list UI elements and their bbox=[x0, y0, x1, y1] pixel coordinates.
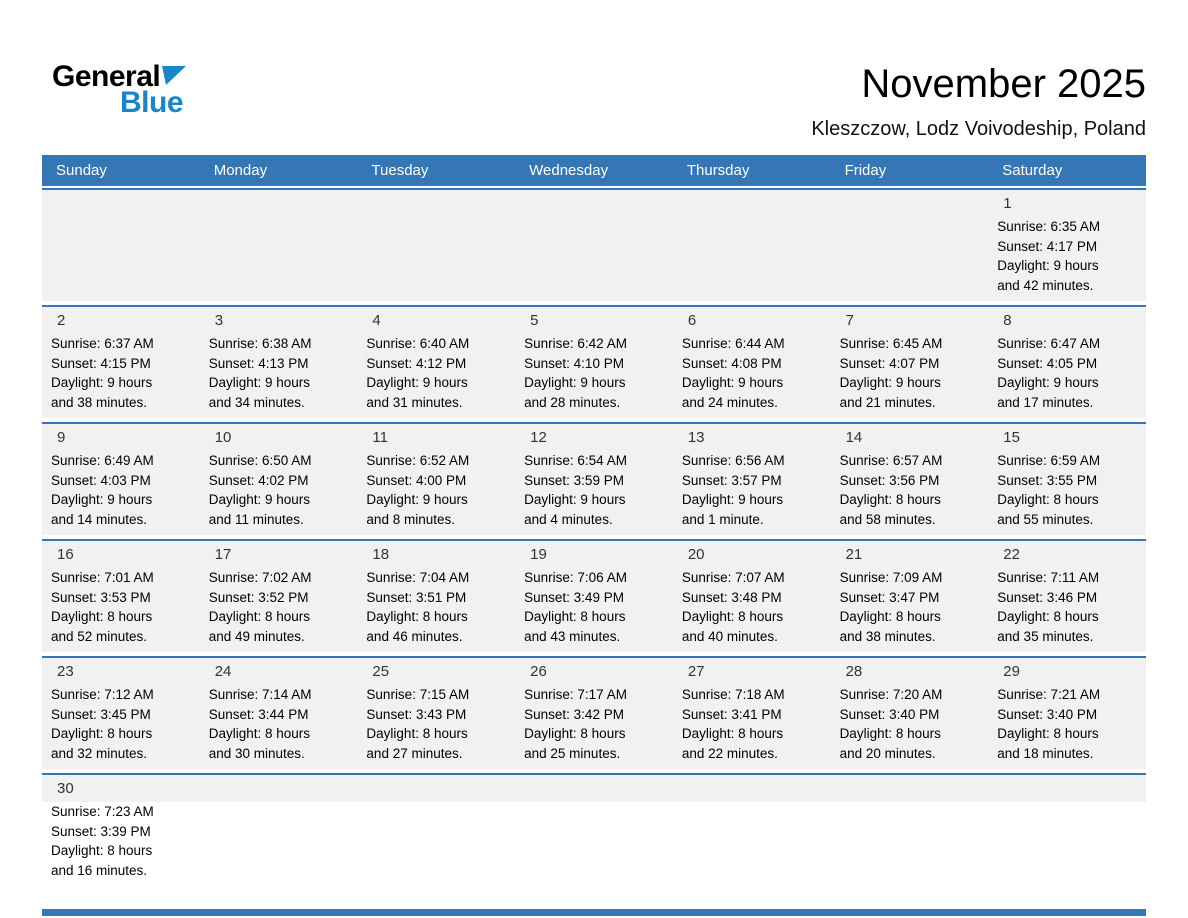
day-number: 19 bbox=[530, 546, 547, 563]
day-cell-26 bbox=[515, 658, 673, 769]
day-info-line: Sunset: 3:55 PM bbox=[997, 472, 1098, 488]
day-cell-10 bbox=[200, 424, 358, 535]
logo-general-text: General bbox=[52, 60, 161, 93]
day-info-line: Sunset: 3:39 PM bbox=[51, 823, 151, 839]
day-number: 24 bbox=[214, 663, 232, 680]
day-info-line: Sunrise: 7:23 AM bbox=[51, 804, 154, 819]
day-info-line: and 46 minutes. bbox=[366, 628, 463, 644]
week-row-6 bbox=[42, 773, 1146, 895]
day-cell-20 bbox=[673, 541, 831, 652]
day-info-line: and 4 minutes. bbox=[524, 511, 613, 527]
day-cell-13 bbox=[673, 424, 831, 535]
day-info-line: and 38 minutes. bbox=[839, 628, 936, 644]
day-info-line: Sunrise: 7:11 AM bbox=[997, 570, 1100, 585]
day-info-line: Daylight: 9 hours bbox=[681, 492, 784, 507]
day-number: 28 bbox=[845, 663, 863, 680]
day-info-line: Sunset: 3:45 PM bbox=[51, 706, 151, 722]
day-cell-19 bbox=[515, 541, 673, 652]
day-info-line: Daylight: 8 hours bbox=[366, 609, 468, 624]
day-cell-30 bbox=[42, 775, 200, 895]
day-info-line: Daylight: 8 hours bbox=[839, 726, 941, 741]
day-info-line: and 38 minutes. bbox=[51, 394, 148, 410]
day-cell-29 bbox=[988, 658, 1146, 769]
day-info-line: Daylight: 9 hours bbox=[524, 375, 626, 390]
day-info-line: and 40 minutes. bbox=[681, 628, 778, 644]
weekday-header-monday: Monday bbox=[213, 162, 268, 179]
day-info-line: Sunset: 4:17 PM bbox=[997, 238, 1098, 254]
day-cell-25 bbox=[357, 658, 515, 769]
day-info-line: Sunset: 4:00 PM bbox=[366, 472, 467, 488]
day-info-line: Sunset: 3:40 PM bbox=[839, 706, 940, 722]
day-cell-23 bbox=[42, 658, 200, 769]
day-info-line: Sunset: 4:12 PM bbox=[366, 355, 467, 371]
day-info-line: Daylight: 8 hours bbox=[681, 726, 784, 741]
day-info-line: Sunrise: 6:45 AM bbox=[839, 336, 943, 351]
page-title: November 2025 bbox=[861, 62, 1146, 106]
day-info-line: Sunrise: 6:49 AM bbox=[51, 453, 154, 468]
day-info-line: Sunrise: 7:04 AM bbox=[366, 570, 470, 585]
day-info-line: and 58 minutes. bbox=[839, 511, 936, 527]
day-info-line: Sunset: 4:02 PM bbox=[208, 472, 309, 488]
weekday-header-friday: Friday bbox=[844, 162, 887, 179]
empty-day-cell bbox=[831, 190, 989, 301]
empty-day-cell bbox=[42, 190, 200, 301]
day-info-line: Daylight: 8 hours bbox=[839, 609, 941, 624]
empty-day-cell bbox=[200, 775, 358, 895]
day-cell-24 bbox=[200, 658, 358, 769]
day-info-line: Sunset: 3:57 PM bbox=[681, 472, 782, 488]
day-info-line: and 27 minutes. bbox=[366, 745, 463, 761]
day-info-line: Sunset: 4:13 PM bbox=[208, 355, 309, 371]
day-info-line: Daylight: 9 hours bbox=[997, 375, 1099, 390]
day-info-line: Sunset: 3:40 PM bbox=[997, 706, 1098, 722]
day-number: 29 bbox=[1003, 663, 1020, 680]
day-info-line: Sunset: 4:10 PM bbox=[524, 355, 624, 371]
day-cell-14 bbox=[831, 424, 989, 535]
day-info-line: and 21 minutes. bbox=[839, 394, 936, 410]
day-info-line: and 22 minutes. bbox=[681, 745, 778, 761]
day-info-line: and 18 minutes. bbox=[997, 745, 1094, 761]
day-number: 22 bbox=[1003, 546, 1020, 563]
day-info-line: Daylight: 9 hours bbox=[524, 492, 626, 507]
day-cell-1 bbox=[988, 190, 1146, 301]
day-info-line: Daylight: 8 hours bbox=[997, 492, 1099, 507]
day-info-line: and 25 minutes. bbox=[524, 745, 621, 761]
day-number: 21 bbox=[845, 546, 863, 563]
day-info-line: and 42 minutes. bbox=[997, 277, 1094, 293]
day-cell-2 bbox=[42, 307, 200, 418]
day-info-line: Sunset: 3:47 PM bbox=[839, 589, 940, 605]
day-info-line: Sunrise: 7:17 AM bbox=[524, 687, 627, 702]
day-number: 11 bbox=[372, 429, 388, 446]
day-info-line: and 35 minutes. bbox=[997, 628, 1094, 644]
day-info-line: Sunrise: 6:47 AM bbox=[997, 336, 1101, 351]
day-info-line: Daylight: 9 hours bbox=[51, 492, 153, 507]
day-cell-6 bbox=[673, 307, 831, 418]
day-info-line: Sunset: 3:41 PM bbox=[681, 706, 782, 722]
day-info-line: Sunset: 3:43 PM bbox=[366, 706, 467, 722]
day-info-line: Daylight: 9 hours bbox=[208, 492, 311, 507]
day-info-line: Sunrise: 6:50 AM bbox=[208, 453, 312, 468]
day-number: 2 bbox=[57, 312, 66, 329]
day-info-line: Sunrise: 7:15 AM bbox=[366, 687, 470, 702]
day-info-line: Sunset: 4:15 PM bbox=[51, 355, 151, 371]
day-info-line: Daylight: 8 hours bbox=[366, 726, 468, 741]
weekday-header-row bbox=[42, 155, 1146, 186]
day-cell-28 bbox=[831, 658, 989, 769]
calendar-weeks bbox=[42, 188, 1146, 895]
weekday-header-thursday: Thursday bbox=[686, 162, 750, 179]
day-info-line: and 34 minutes. bbox=[208, 394, 305, 410]
day-number: 10 bbox=[214, 429, 232, 446]
day-cell-18 bbox=[357, 541, 515, 652]
day-info-line: Daylight: 9 hours bbox=[839, 375, 941, 390]
day-info-line: and 30 minutes. bbox=[208, 745, 305, 761]
day-info-line: Daylight: 8 hours bbox=[51, 843, 153, 858]
day-info-line: Daylight: 8 hours bbox=[681, 609, 784, 624]
page-header bbox=[0, 0, 1188, 155]
empty-day-cell bbox=[673, 190, 831, 301]
day-info-line: and 24 minutes. bbox=[681, 394, 778, 410]
day-info-line: Daylight: 8 hours bbox=[524, 609, 626, 624]
day-info-line: and 32 minutes. bbox=[51, 745, 148, 761]
day-info-line: Sunrise: 6:59 AM bbox=[997, 453, 1101, 468]
day-info-line: Sunset: 4:08 PM bbox=[681, 355, 782, 371]
day-number: 8 bbox=[1003, 312, 1012, 329]
day-info-line: Sunset: 3:59 PM bbox=[524, 472, 624, 488]
day-info-line: Sunset: 3:42 PM bbox=[524, 706, 624, 722]
day-number: 20 bbox=[687, 546, 705, 563]
day-info-line: Daylight: 8 hours bbox=[997, 726, 1099, 741]
day-info-line: Sunrise: 7:09 AM bbox=[839, 570, 943, 585]
day-info-line: Sunset: 3:56 PM bbox=[839, 472, 940, 488]
page-subtitle: Kleszczow, Lodz Voivodeship, Poland bbox=[811, 118, 1146, 140]
day-info-line: and 28 minutes. bbox=[524, 394, 621, 410]
day-number: 5 bbox=[530, 312, 539, 329]
day-number: 18 bbox=[372, 546, 390, 563]
day-info-line: Sunrise: 7:21 AM bbox=[997, 687, 1101, 702]
day-number: 4 bbox=[372, 312, 381, 329]
day-info-line: Daylight: 9 hours bbox=[208, 375, 311, 390]
day-info-line: Sunset: 4:05 PM bbox=[997, 355, 1098, 371]
day-cell-5 bbox=[515, 307, 673, 418]
day-info-line: Sunset: 3:49 PM bbox=[524, 589, 624, 605]
day-info-line: Sunrise: 6:40 AM bbox=[366, 336, 470, 351]
day-cell-4 bbox=[357, 307, 515, 418]
day-info-line: and 1 minute. bbox=[681, 511, 764, 527]
empty-day-cell bbox=[515, 190, 673, 301]
day-info-line: Sunrise: 7:02 AM bbox=[208, 570, 312, 585]
weekday-header-saturday: Saturday bbox=[1002, 162, 1063, 179]
title-block bbox=[811, 62, 1146, 141]
day-number: 9 bbox=[57, 429, 66, 446]
day-info-line: and 16 minutes. bbox=[51, 862, 148, 878]
day-info-line: Daylight: 8 hours bbox=[839, 492, 941, 507]
day-cell-12 bbox=[515, 424, 673, 535]
day-info-line: and 52 minutes. bbox=[51, 628, 148, 644]
empty-day-cell bbox=[357, 775, 515, 895]
day-info-line: Sunrise: 6:42 AM bbox=[524, 336, 627, 351]
day-info-line: Sunrise: 7:18 AM bbox=[681, 687, 785, 702]
day-info-line: Daylight: 8 hours bbox=[997, 609, 1099, 624]
day-number: 6 bbox=[687, 312, 697, 329]
day-info-line: Sunset: 4:07 PM bbox=[839, 355, 940, 371]
day-info-line: and 14 minutes. bbox=[51, 511, 148, 527]
day-info-line: and 49 minutes. bbox=[208, 628, 305, 644]
day-cell-15 bbox=[988, 424, 1146, 535]
day-info-line: Sunrise: 6:44 AM bbox=[681, 336, 785, 351]
day-number: 12 bbox=[530, 429, 547, 446]
day-info-line: Sunrise: 6:54 AM bbox=[524, 453, 627, 468]
day-info-line: Daylight: 8 hours bbox=[524, 726, 626, 741]
day-number: 13 bbox=[687, 429, 705, 446]
day-info-line: Sunrise: 7:20 AM bbox=[839, 687, 943, 702]
day-info-line: Daylight: 9 hours bbox=[366, 375, 468, 390]
day-number: 25 bbox=[372, 663, 390, 680]
empty-day-cell bbox=[515, 775, 673, 895]
empty-day-cell bbox=[357, 190, 515, 301]
week-row-4 bbox=[42, 539, 1146, 652]
day-info-line: Sunrise: 6:35 AM bbox=[997, 219, 1101, 234]
day-cell-8 bbox=[988, 307, 1146, 418]
empty-day-cell bbox=[988, 775, 1146, 895]
day-number: 15 bbox=[1003, 429, 1020, 446]
day-info-line: Sunset: 3:52 PM bbox=[208, 589, 309, 605]
day-number: 14 bbox=[845, 429, 863, 446]
day-info-line: Sunrise: 6:37 AM bbox=[51, 336, 154, 351]
calendar bbox=[0, 155, 1188, 895]
day-info-line: Sunset: 3:51 PM bbox=[366, 589, 467, 605]
day-number: 1 bbox=[1003, 195, 1012, 212]
day-cell-9 bbox=[42, 424, 200, 535]
day-cell-21 bbox=[831, 541, 989, 652]
week-row-3 bbox=[42, 422, 1146, 535]
day-info-line: and 55 minutes. bbox=[997, 511, 1094, 527]
day-info-line: Sunrise: 7:01 AM bbox=[51, 570, 154, 585]
empty-day-cell bbox=[673, 775, 831, 895]
day-number: 7 bbox=[845, 312, 854, 329]
day-info-line: Daylight: 9 hours bbox=[51, 375, 153, 390]
day-number: 16 bbox=[57, 546, 74, 563]
day-info-line: Sunrise: 7:14 AM bbox=[208, 687, 312, 702]
day-number: 30 bbox=[57, 780, 74, 797]
day-cell-17 bbox=[200, 541, 358, 652]
day-cell-7 bbox=[831, 307, 989, 418]
day-number: 3 bbox=[214, 312, 224, 329]
day-number: 17 bbox=[214, 546, 232, 563]
day-info-line: Sunrise: 6:38 AM bbox=[208, 336, 312, 351]
day-info-line: Sunset: 3:44 PM bbox=[208, 706, 309, 722]
day-info-line: Sunset: 3:46 PM bbox=[997, 589, 1098, 605]
day-info-line: Daylight: 8 hours bbox=[208, 609, 311, 624]
day-cell-16 bbox=[42, 541, 200, 652]
day-info-line: Daylight: 9 hours bbox=[681, 375, 784, 390]
day-info-line: Sunset: 3:48 PM bbox=[681, 589, 782, 605]
day-info-line: Sunset: 3:53 PM bbox=[51, 589, 151, 605]
day-cell-27 bbox=[673, 658, 831, 769]
day-info-line: and 31 minutes. bbox=[366, 394, 463, 410]
week-row-1 bbox=[42, 188, 1146, 301]
day-info-line: Sunrise: 6:52 AM bbox=[366, 453, 470, 468]
day-info-line: Sunrise: 7:12 AM bbox=[51, 687, 154, 702]
day-number: 27 bbox=[687, 663, 705, 680]
day-info-line: Daylight: 9 hours bbox=[366, 492, 468, 507]
weekday-header-sunday: Sunday bbox=[56, 162, 107, 179]
day-info-line: Sunrise: 6:56 AM bbox=[681, 453, 785, 468]
weekday-header-tuesday: Tuesday bbox=[371, 162, 429, 179]
week-row-5 bbox=[42, 656, 1146, 769]
day-info-line: and 17 minutes. bbox=[997, 394, 1094, 410]
day-number: 26 bbox=[530, 663, 547, 680]
day-info-line: and 43 minutes. bbox=[524, 628, 621, 644]
day-info-line: Daylight: 9 hours bbox=[997, 258, 1099, 273]
empty-day-cell bbox=[200, 190, 358, 301]
day-info-line: Daylight: 8 hours bbox=[51, 726, 153, 741]
day-info-line: Sunrise: 7:07 AM bbox=[681, 570, 785, 585]
week-row-2 bbox=[42, 305, 1146, 418]
day-info-line: and 8 minutes. bbox=[366, 511, 455, 527]
day-cell-11 bbox=[357, 424, 515, 535]
day-info-line: Sunrise: 6:57 AM bbox=[839, 453, 943, 468]
empty-day-cell bbox=[831, 775, 989, 895]
general-blue-logo bbox=[52, 62, 186, 118]
day-cell-22 bbox=[988, 541, 1146, 652]
logo-blue-text: Blue bbox=[120, 86, 184, 119]
day-info-line: and 20 minutes. bbox=[839, 745, 936, 761]
weekday-header-wednesday: Wednesday bbox=[529, 162, 609, 179]
day-info-line: and 11 minutes. bbox=[208, 511, 304, 527]
footer-accent-bar bbox=[42, 909, 1146, 916]
day-info-line: Sunrise: 7:06 AM bbox=[524, 570, 627, 585]
day-info-line: Daylight: 8 hours bbox=[208, 726, 311, 741]
day-info-line: Sunset: 4:03 PM bbox=[51, 472, 151, 488]
day-info-line: Daylight: 8 hours bbox=[51, 609, 153, 624]
day-number: 23 bbox=[57, 663, 74, 680]
day-cell-3 bbox=[200, 307, 358, 418]
